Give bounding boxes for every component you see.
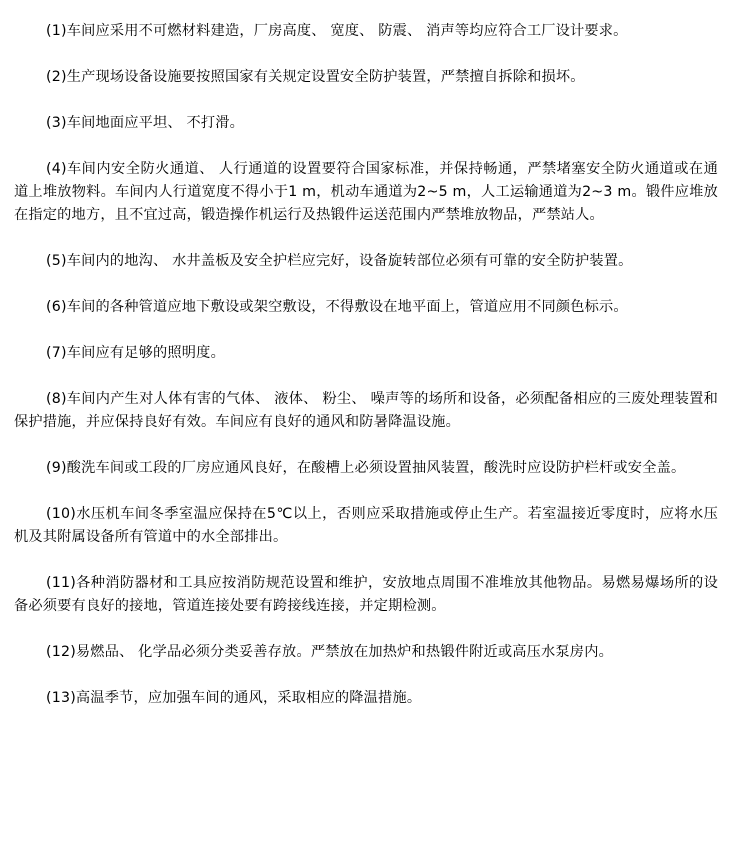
- paragraph-1: (1)车间应采用不可燃材料建造，厂房高度、 宽度、 防震、 消声等均应符合工厂设计要求。: [46, 23, 628, 39]
- paragraph-11: (11)各种消防器材和工具应按消防规范设置和维护，安放地点周围不准堆放其他物品。易燃易爆场所的设备必须要有良好的接地，管道连接处要有跨接线连接，并定期检测。: [14, 575, 718, 614]
- paragraph-2: (2)生产现场设备设施要按照国家有关规定设置安全防护装置，严禁擅自拆除和损坏。: [46, 69, 585, 85]
- paragraph-5: (5)车间内的地沟、 水井盖板及安全护栏应完好，设备旋转部位必须有可靠的安全防护装置。: [46, 253, 633, 269]
- paragraph-10: (10)水压机车间冬季室温应保持在5℃以上，否则应采取措施或停止生产。若室温接近零度时，应将水压机及其附属设备所有管道中的水全部排出。: [14, 506, 718, 545]
- document-body: [14, 20, 718, 733]
- paragraph-4: (4)车间内安全防火通道、 人行通道的设置要符合国家标准，并保持畅通，严禁堵塞安全防火通道或在通道上堆放物料。车间内人行道宽度不得小于1 m，机动车通道为2~5 m，人工运输通道为2~3 m。锻件应堆放在指定的地方，且不宜过高，锻造操作机运行及热锻件运送范围内严禁堆放物品，严禁站人。: [14, 161, 718, 223]
- paragraph-6: (6)车间的各种管道应地下敷设或架空敷设，不得敷设在地平面上，管道应用不同颜色标示。: [46, 299, 628, 315]
- paragraph-12: (12)易燃品、 化学品必须分类妥善存放。严禁放在加热炉和热锻件附近或高压水泵房内。: [46, 644, 613, 660]
- paragraph-9: (9)酸洗车间或工段的厂房应通风良好，在酸槽上必须设置抽风装置，酸洗时应设防护栏杆或安全盖。: [46, 460, 686, 476]
- paragraph-3: (3)车间地面应平坦、 不打滑。: [46, 115, 245, 131]
- paragraph-7: (7)车间应有足够的照明度。: [46, 345, 225, 361]
- paragraph-8: (8)车间内产生对人体有害的气体、 液体、 粉尘、 噪声等的场所和设备，必须配备相应的三废处理装置和保护措施，并应保持良好有效。车间应有良好的通风和防暑降温设施。: [14, 391, 718, 430]
- paragraph-13: (13)高温季节，应加强车间的通风，采取相应的降温措施。: [46, 690, 422, 706]
